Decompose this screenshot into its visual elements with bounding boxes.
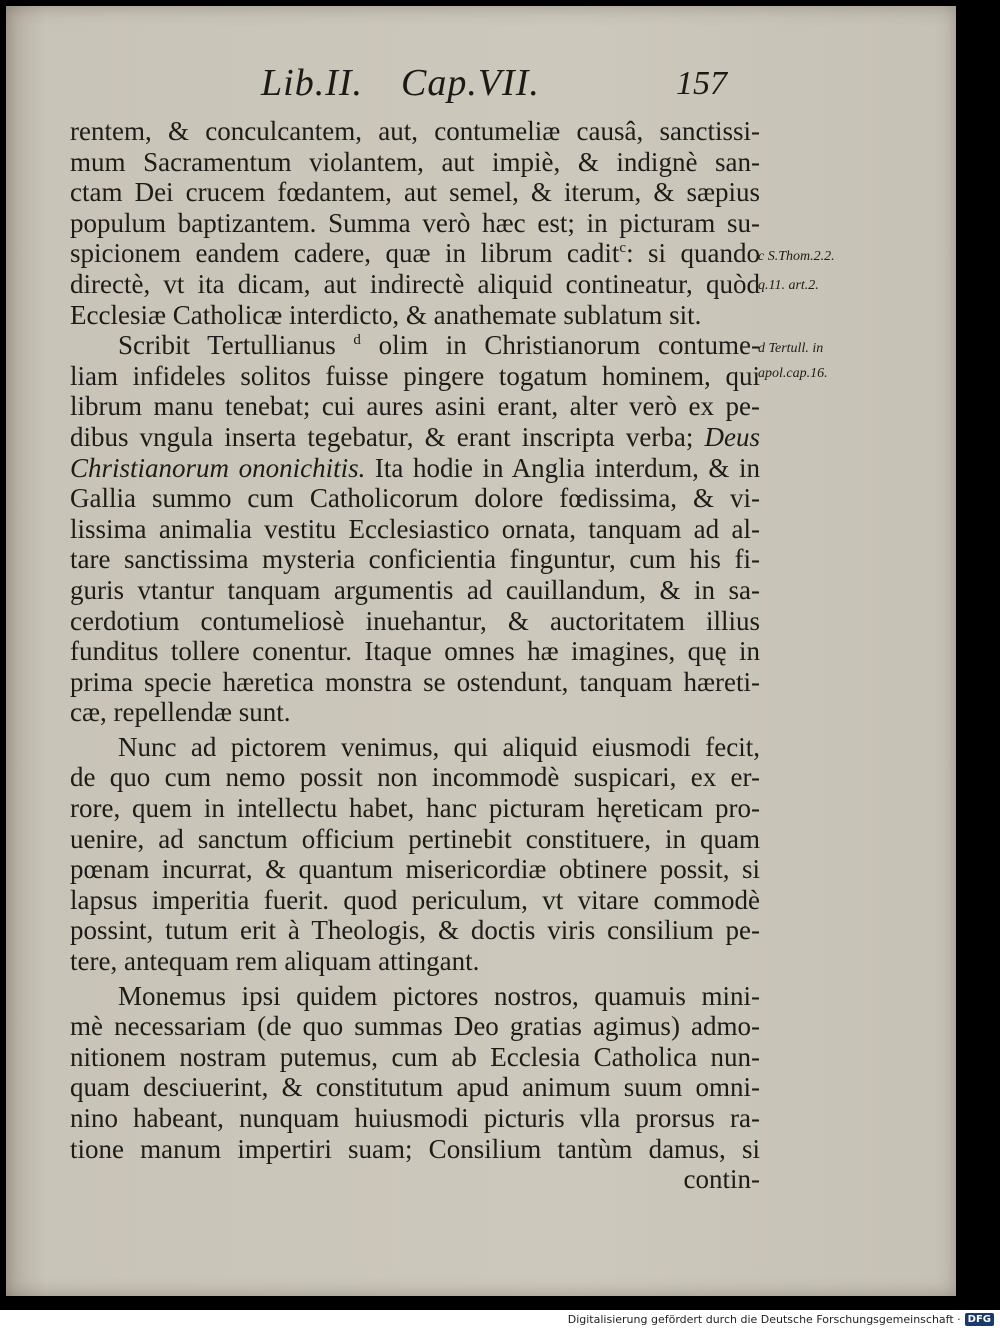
text-line: cæ, repellendæ sunt. — [70, 697, 291, 728]
header-lib: Lib.II. — [261, 62, 363, 104]
text-line: nitionem nostram putemus, cum ab Ecclesia Catholica nun- — [70, 1041, 760, 1072]
text-line: guris vtantur tanquam argumentis ad cauillandum, & in sa- — [70, 574, 760, 605]
text-line: rore, quem in intellectu habet, hanc picturam hęreticam pro- — [70, 793, 760, 824]
dfg-logo: DFG — [965, 1313, 994, 1326]
text-line: possint, tutum erit à Theologis, & doctis viris consilium pe- — [70, 915, 760, 946]
text-line: rentem, & conculcantem, aut, contumeliæ causâ, sanctissi- — [70, 116, 760, 146]
text-line: mè necessariam (de quo summas Deo gratias agimus) admo- — [70, 1011, 760, 1042]
text-line: nino habeant, nunquam huiusmodi picturis vlla prorsus ra- — [70, 1103, 760, 1133]
header-cap: Cap.VII. — [401, 62, 540, 104]
text-line: funditus tollere conentur. Itaque omnes hæ imagines, quę in — [70, 636, 760, 667]
text-segment: Ita hodie in Anglia interdum, & in — [365, 452, 760, 483]
italic-text: Christianorum ononichitis. — [70, 452, 366, 483]
text-line: Ecclesiæ Catholicæ interdicto, & anathemate sublatum sit. — [70, 299, 702, 330]
text-line: de quo cum nemo possit non incommodè suspicari, ex er- — [70, 762, 760, 793]
text-line: pœnam incurrat, & quantum misericordiæ obtinere possit, si — [70, 854, 760, 885]
text-segment: : si quando — [626, 238, 760, 269]
text-line — [70, 238, 760, 269]
text-line — [70, 453, 760, 484]
text-line: mum Sacramentum violantem, aut impiè, & indignè san- — [70, 146, 760, 177]
margin-note: c S.Thom.2.2. — [758, 249, 835, 264]
text-line: lapsus imperitia fuerit. quod periculum, vt vitare commodè — [70, 884, 760, 915]
text-line: Monemus ipsi quidem pictores nostros, quamuis mini- — [118, 980, 760, 1011]
margin-note: d Tertull. in — [758, 341, 824, 356]
text-line — [70, 330, 760, 361]
body-text — [70, 116, 760, 1195]
footnote-mark-d: d — [353, 332, 361, 349]
text-line: tere, antequam rem aliquam attingant. — [70, 946, 480, 977]
text-line: lissima animalia vestitu Ecclesiastico ornata, tanquam ad al- — [70, 513, 760, 544]
text-line: Gallia summo cum Catholicorum dolore fœdissima, & vi- — [70, 483, 760, 514]
margin-note: apol.cap.16. — [758, 366, 828, 381]
page-number: 157 — [676, 65, 727, 102]
text-segment: Scribit Tertullianus — [118, 330, 336, 361]
text-line: prima specie hæretica monstra se ostendunt, tanquam hæreti- — [70, 666, 760, 697]
text-line: Nunc ad pictorem venimus, qui aliquid eiusmodi fecit, — [118, 731, 760, 762]
text-line: liam infideles solitos fuisse pingere togatum hominem, qui — [70, 360, 760, 391]
footer-credit — [568, 1310, 994, 1328]
text-segment: olim in Christianorum contume- — [360, 330, 760, 361]
text-line: tione manum impertiri suam; Consilium tantùm damus, si — [70, 1133, 760, 1164]
text-segment: dibus vngula inserta tegebatur, & erant inscripta verba; — [70, 421, 694, 452]
text-line: quam desciuerint, & constitutum apud animum suum omni- — [70, 1072, 760, 1103]
text-line: cerdotium contumeliosè inuehantur, & auctoritatem illius — [70, 605, 760, 636]
text-line: ctam Dei crucem fœdantem, aut semel, & iterum, & sæpius — [70, 177, 760, 208]
book-page — [6, 6, 956, 1296]
text-line: uenire, ad sanctum officium pertinebit constituere, in quam — [70, 823, 760, 854]
margin-note: q.11. art.2. — [758, 278, 819, 293]
italic-text: Deus — [704, 421, 760, 452]
text-line: populum baptizantem. Summa verò hæc est; in picturam su- — [70, 207, 760, 238]
text-segment: spicionem eandem cadere, quæ in librum cadit — [70, 238, 620, 269]
text-line: librum manu tenebat; cui aures asini erant, alter verò ex pe- — [70, 391, 760, 422]
footer-text: Digitalisierung gefördert durch die Deutsche Forschungsgemeinschaft · — [567, 1312, 961, 1326]
text-line: directè, vt ita dicam, aut indirectè aliquid contineatur, quòd — [70, 268, 760, 299]
running-header — [261, 61, 761, 111]
catchword: contin- — [683, 1164, 760, 1195]
text-line: tare sanctissima mysteria conficientia finguntur, cum his fi- — [70, 544, 760, 575]
footnote-mark-c: c — [619, 240, 627, 257]
text-line — [70, 422, 760, 453]
